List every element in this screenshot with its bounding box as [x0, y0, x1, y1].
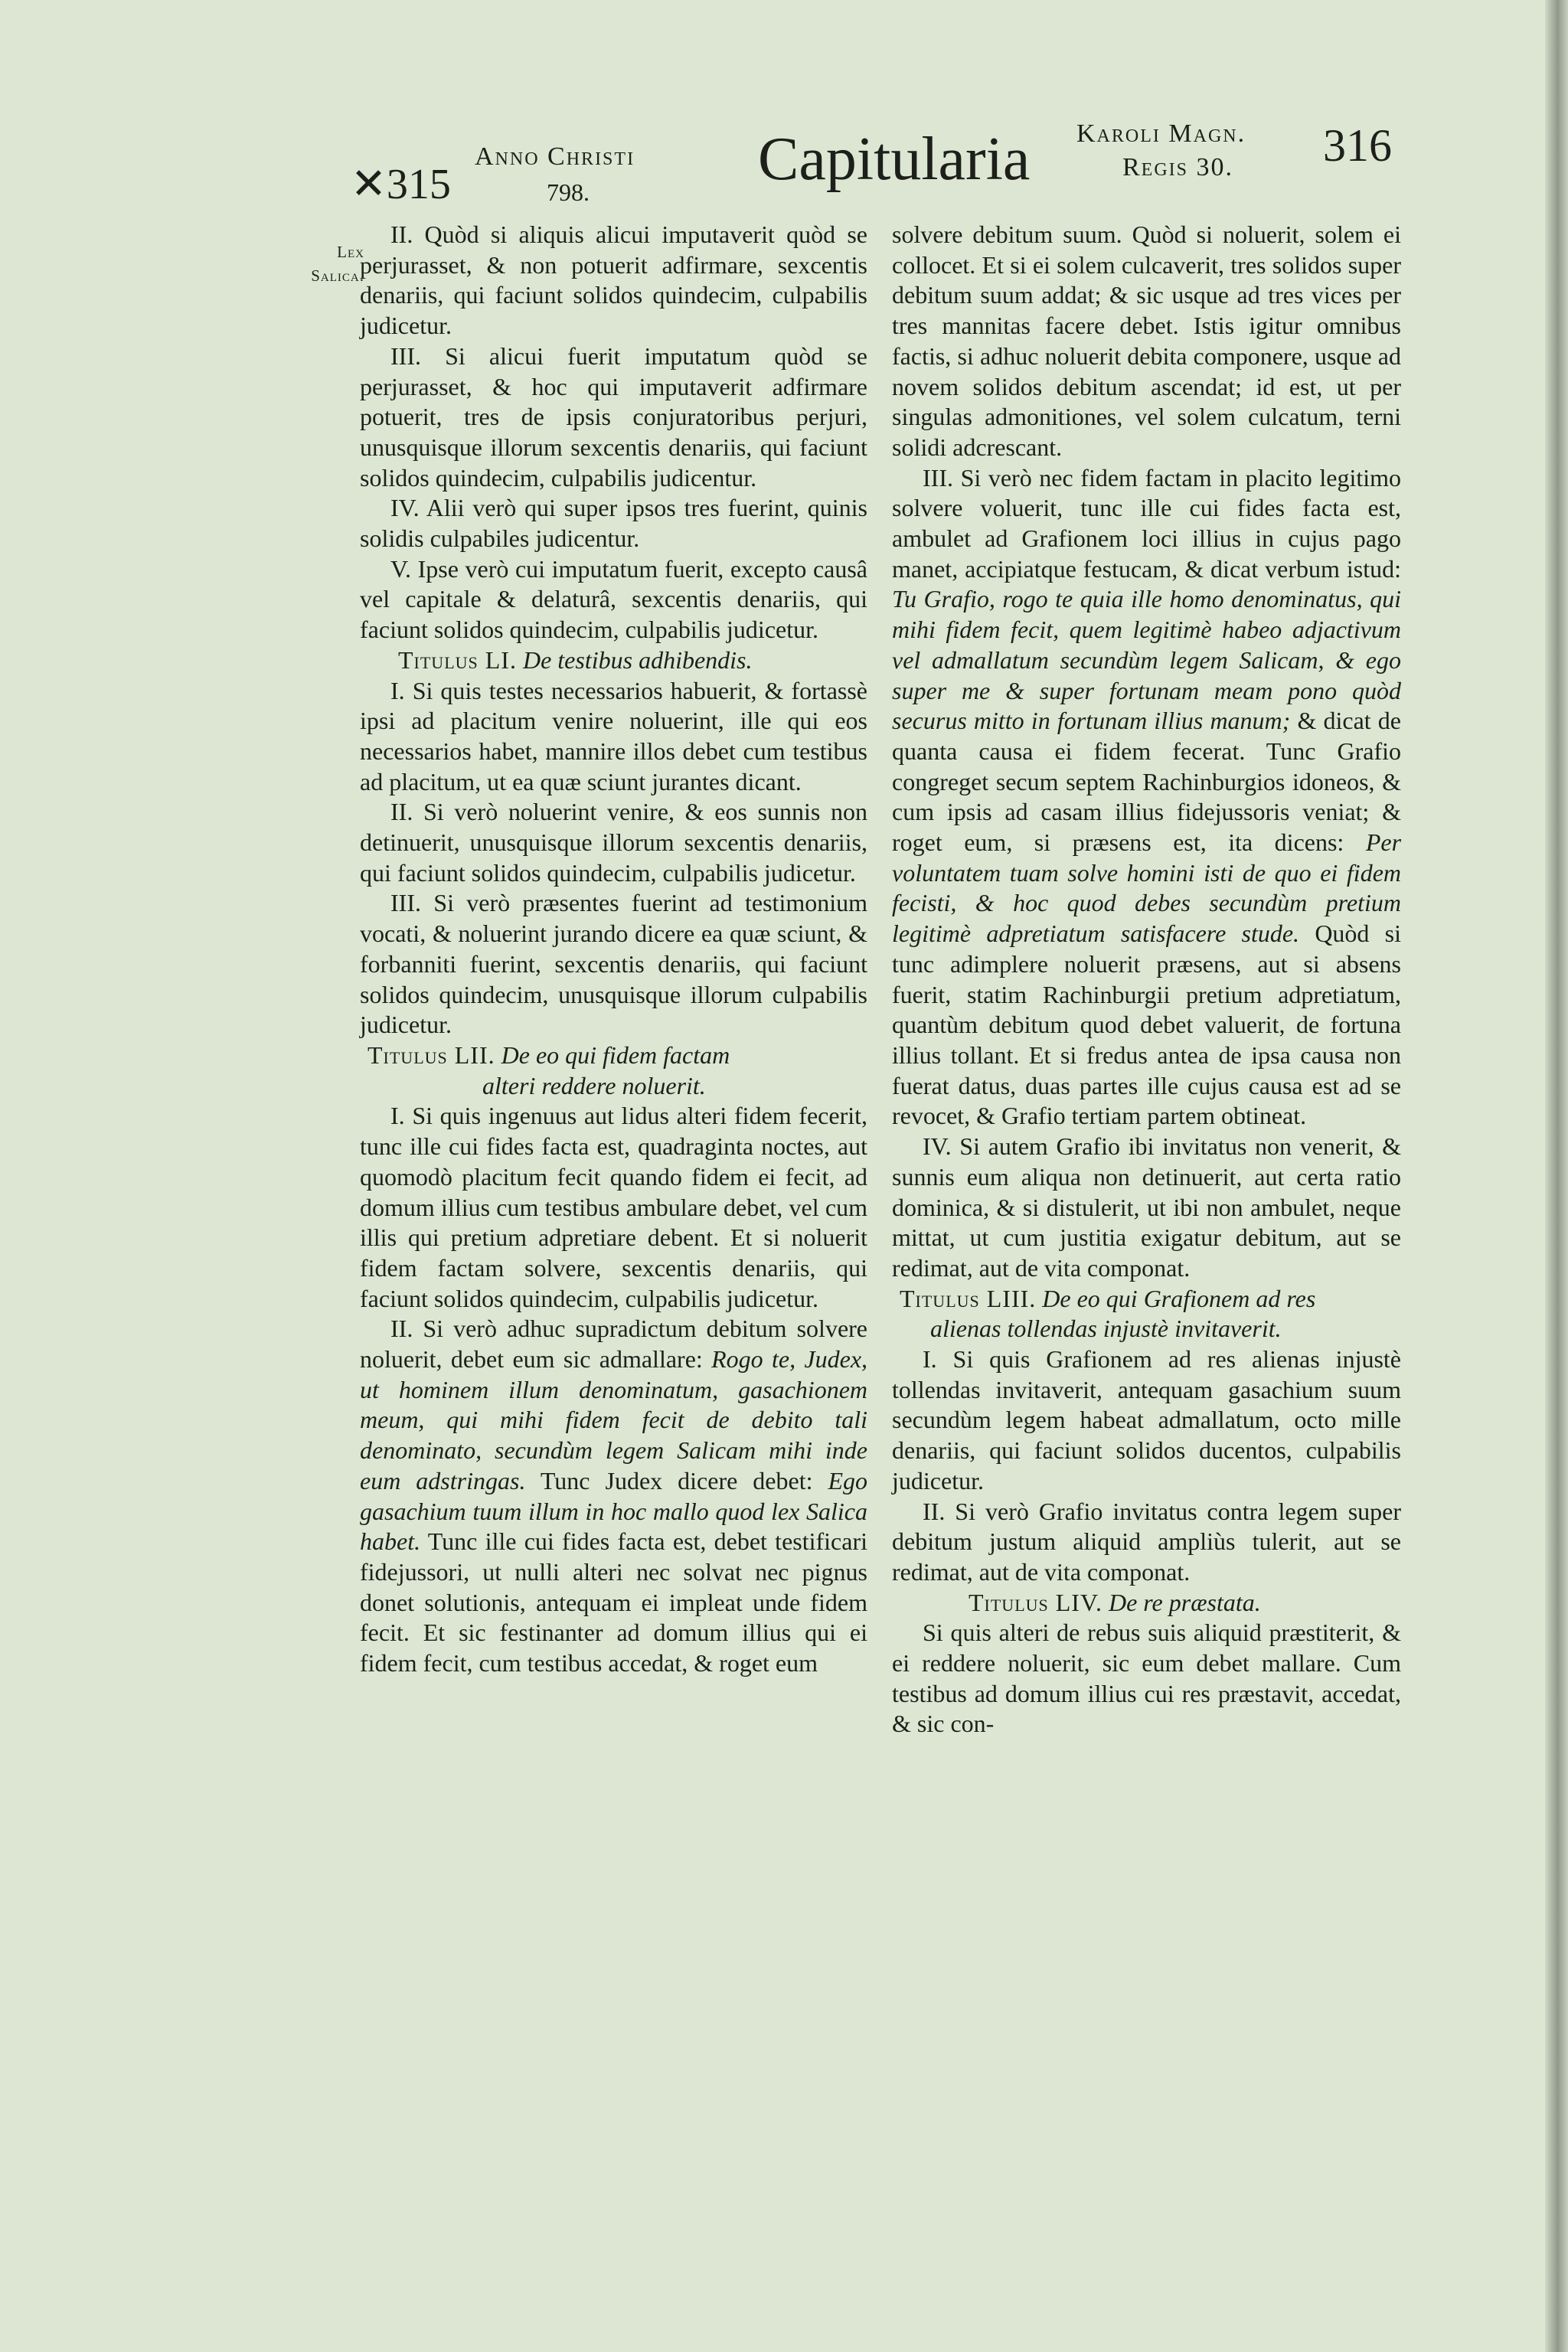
margin-note-line: Salica. — [311, 266, 364, 285]
left-column — [360, 220, 867, 1679]
paragraph: Si quis alteri de rebus suis aliquid præstiterit, & ei reddere noluerit, sic eum debet mallare. Cum testibus ad domum illius cui res præstavit, accedat, & sic con- — [892, 1619, 1401, 1738]
text-run: III. Si verò nec fidem factam in placito legitimo solvere voluerit, tunc ille cui fides facta est, ambulet ad Grafionem loci illius in cujus pago manet, accipiatque festucam, & dicat verbum istud: — [892, 463, 1401, 583]
text-run: Tunc Judex dicere debet: — [540, 1466, 813, 1494]
formula-text: Tu Grafio, rogo te quia ille homo denominatus, qui mihi fidem fecit, quem legitimè habeo adjactivum vel admallatum secundùm legem Salicam, & ego super me & super fortunam meam pono quòd securus mitto in fortunam illius manum; — [892, 585, 1401, 735]
paragraph: III. Si alicui fuerit imputatum quòd se perjurasset, & hoc qui imputaverit adfirmare potuerit, tres de ipsis conjuratoribus perjuri, unusquisque illorum sexcentis denariis, qui faciunt solidos quindecim, culpabilis judicentur. — [360, 341, 867, 492]
paragraph: solvere debitum suum. Quòd si noluerit, solem ei collocet. Et si ei solem culcaverit, tres solidos super debitum suum addat; & sic usque ad tres vices per tres mannitas facere debet. Istis igitur omnibus factis, si adhuc noluerit debita componere, usque ad novem solidos debitum ascendat; id est, ut per singulas admonitiones, vel solem culcatum, terni solidi adcrescant. — [892, 220, 1401, 461]
title-label: Titulus LII. — [368, 1040, 495, 1069]
title-heading — [360, 645, 867, 676]
folio-number-left: ✕315 — [351, 161, 451, 208]
title-text: De re præstata. — [1108, 1588, 1261, 1616]
page-title: Capitularia — [758, 126, 1031, 193]
paragraph: II. Si verò noluerint venire, & eos sunnis non detinuerit, unusquisque illorum sexcentis denariis, qui faciunt solidos quindecim, culpabilis judicetur. — [360, 798, 867, 887]
page-gutter-shadow — [1545, 0, 1568, 2352]
text-run: & dicat de quanta causa ei fidem fecerat. Tunc Grafio congreget secum septem Rachinburgios idoneos, & cum ipsis ad casam illius fidejussoris veniat; & roget eum, si præsens est, ita dicens: — [892, 707, 1402, 857]
title-heading — [892, 1284, 1401, 1344]
title-text: De testibus adhibendis. — [522, 645, 753, 674]
paragraph — [892, 463, 1401, 1132]
formula-text: Rogo te, Judex, ut hominem illum denominatum, gasachionem meum, qui mihi fidem fecit de debito tali denominato, secundùm legem Salicam mihi inde eum adstringas. — [360, 1345, 868, 1494]
title-label: Titulus LI. — [398, 645, 517, 674]
text-run: II. Si verò adhuc supradictum debitum solvere noluerit, debet eum sic admallare: — [360, 1315, 867, 1374]
anno-christi: Anno Christi — [475, 142, 635, 171]
paragraph: IV. Si autem Grafio ibi invitatus non venerit, & sunnis eum aliqua non detinuerit, aut certa ratio dominica, & si distulerit, ut ibi non ambulet, neque mittat, ut cum justitia exigatur debitum, aut se redimat, aut de vita componat. — [892, 1132, 1401, 1282]
paragraph: V. Ipse verò cui imputatum fuerit, excepto causâ vel capitale & delaturâ, sexcentis denariis, qui faciunt solidos quindecim, culpabilis judicetur. — [360, 554, 867, 644]
formula-text: Ego gasachium tuum illum in hoc mallo quod lex Salica habet. — [360, 1466, 868, 1556]
title-text-continued: alienas tollendas injustè invitaverit. — [930, 1315, 1282, 1343]
title-label: Titulus LIII. — [900, 1284, 1037, 1312]
text-run: Tunc ille cui fides facta est, debet testificari fidejussori, ut nulli alteri nec solvat nec pignus donet solutionis, antequam ei impleat unde fidem fecit. Et sic festinanter ad domum illius qui ei fidem fecit, cum testibus accedat, & roget eum — [360, 1527, 868, 1677]
margin-note-line: Lex — [337, 243, 364, 261]
title-label: Titulus LIV. — [969, 1588, 1102, 1616]
paragraph: IV. Alii verò qui super ipsos tres fuerint, quinis solidis culpabiles judicentur. — [360, 494, 867, 553]
margin-note-lex-salica — [273, 240, 364, 288]
paragraph: I. Si quis testes necessarios habuerit, & fortassè ipsi ad placitum venire noluerint, ille qui eos necessarios habet, mannire illos debet cum testibus ad placitum, ut ea quæ sciunt jurantes dicant. — [360, 676, 867, 795]
paragraph: II. Quòd si aliquis alicui imputaverit quòd se perjurasset, & non potuerit adfirmare, sexcentis denariis, qui faciunt solidos quindecim, culpabilis judicetur. — [360, 220, 867, 340]
paragraph: I. Si quis ingenuus aut lidus alteri fidem fecerit, tunc ille cui fides facta est, quadraginta noctes, aut quomodò placitum fecit quando fidem ei fecit, ad domum illius cum testibus ambulare debet, vel cum illis qui pretium adpretiare debent. Et si noluerit fidem factam solvere, sexcentis denariis, qui faciunt solidos quindecim, culpabilis judicetur. — [360, 1102, 867, 1312]
folio-number-right: 316 — [1323, 120, 1392, 171]
karoli-magni: Karoli Magn. — [1076, 119, 1246, 148]
paragraph: I. Si quis Grafionem ad res alienas injustè tollendas invitaverit, antequam gasachium suum secundùm legem habeat admallatum, octo mille denariis, qui faciunt solidos ducentos, culpabilis judicetur. — [892, 1345, 1401, 1494]
year: 798. — [547, 178, 590, 206]
title-text: De eo qui Grafionem ad res — [1042, 1284, 1316, 1312]
right-column — [892, 220, 1401, 1740]
text-run: Quòd si tunc adimplere noluerit præsens, aut si absens fuerit, statim Rachinburgii pretium adpretiatum, quantùm debitum quod debet valuerit, de fortuna illius tollant. Et si fredus antea de ipsa causa non fuerat datus, duas partes ille cujus causa est ad se revocet, & Grafio tertiam partem obtineat. — [892, 920, 1402, 1130]
title-text-continued: alteri reddere noluerit. — [482, 1071, 706, 1099]
paragraph — [360, 1314, 867, 1678]
paragraph: III. Si verò præsentes fuerint ad testimonium vocati, & noluerint jurando dicere ea quæ sciunt, & forbanniti fuerint, sexcentis denariis, qui faciunt solidos quindecim, unusquisque illorum culpabilis judicetur. — [360, 889, 867, 1039]
paragraph: II. Si verò Grafio invitatus contra legem super debitum justum aliquid ampliùs tulerit, aut se redimat, aut de vita componat. — [892, 1497, 1401, 1586]
title-heading — [892, 1588, 1401, 1619]
title-text: De eo qui fidem factam — [501, 1040, 730, 1069]
formula-text: Per voluntatem tuam solve homini isti de quo ei fidem fecisti, & hoc quod debes secundùm pretium legitimè adpretiatum satisfacere stude. — [892, 828, 1402, 948]
title-heading — [360, 1040, 867, 1101]
regis-year: Regis 30. — [1122, 153, 1234, 181]
